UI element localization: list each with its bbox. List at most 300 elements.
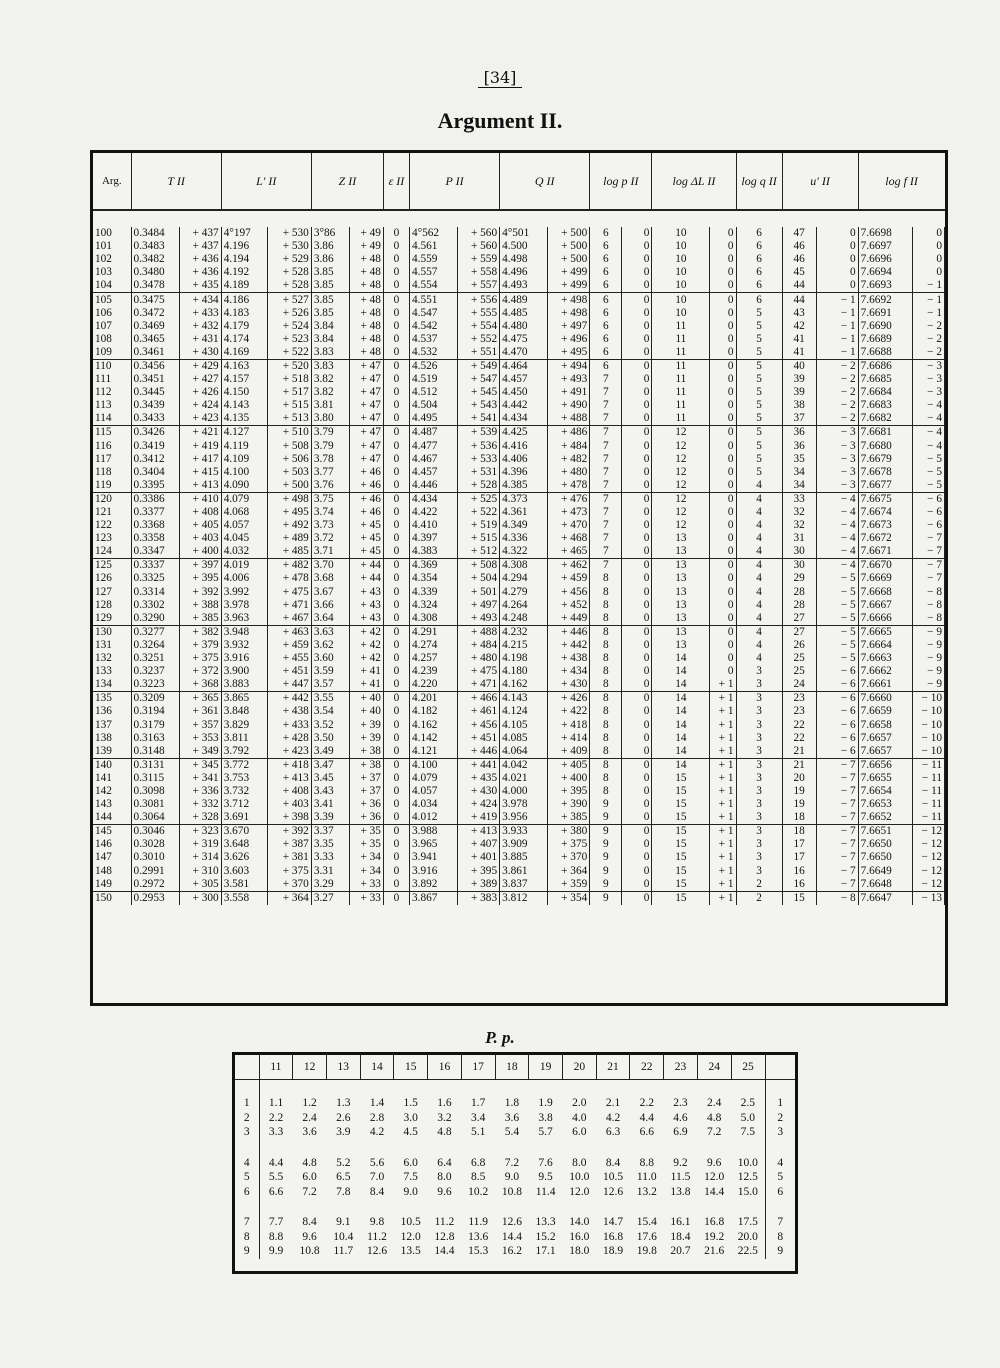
table-cell: + 518 (267, 373, 311, 386)
table-cell: 0 (622, 545, 652, 559)
pp-cell: 19.8 (636, 1245, 657, 1258)
table-cell: + 395 (179, 572, 221, 585)
table-cell: − 7 (912, 572, 944, 585)
table-cell: 3.916 (221, 652, 267, 665)
table-cell: 0 (383, 519, 409, 532)
table-cell: 0.3194 (131, 705, 179, 718)
pp-cell: 9.1 (336, 1216, 351, 1229)
pp-cell: 16.8 (602, 1230, 624, 1243)
table-cell: 4.308 (500, 559, 548, 573)
table-cell: 29 (782, 572, 816, 585)
table-cell: 13 (652, 612, 710, 626)
table-cell: 3.85 (311, 279, 349, 293)
pp-cell: 11.7 (333, 1245, 354, 1258)
table-cell: 121 (93, 506, 131, 519)
table-cell: 3.867 (409, 891, 457, 905)
table-row (93, 652, 945, 665)
table-cell: 7.6671 (858, 545, 912, 559)
table-cell: 13 (652, 625, 710, 639)
table-cell: 7.6692 (858, 293, 912, 307)
table-cell: + 398 (267, 811, 311, 825)
table-cell: − 10 (912, 745, 944, 759)
table-cell: − 12 (912, 825, 944, 839)
table-cell: 4.496 (500, 266, 548, 279)
table-cell: 7.6665 (858, 625, 912, 639)
table-cell: 3.963 (221, 612, 267, 626)
table-cell: 4.279 (500, 586, 548, 599)
pp-row-label: 1 (235, 1096, 259, 1111)
table-row (93, 346, 945, 360)
table-cell: 5 (736, 453, 782, 466)
table-cell: 136 (93, 705, 131, 718)
pp-cell: 19.2 (704, 1230, 725, 1243)
table-cell: + 392 (267, 825, 311, 839)
table-cell: + 466 (458, 692, 500, 706)
table-cell: 0.3395 (131, 479, 179, 493)
table-cell: 134 (93, 678, 131, 692)
table-cell: + 559 (458, 253, 500, 266)
table-cell: 28 (782, 599, 816, 612)
table-cell: − 6 (816, 692, 858, 706)
table-cell: 7 (590, 373, 622, 386)
table-cell: + 435 (179, 279, 221, 293)
table-cell: 46 (782, 253, 816, 266)
header-q: Q II (500, 153, 590, 210)
pp-cell: 8.0 (572, 1156, 587, 1169)
table-cell: − 7 (912, 559, 944, 573)
table-cell: − 5 (816, 599, 858, 612)
table-cell: − 1 (912, 279, 944, 293)
table-cell: + 493 (458, 612, 500, 626)
table-cell: 0 (622, 811, 652, 825)
table-cell: + 523 (267, 333, 311, 346)
pp-row (235, 1111, 795, 1126)
table-cell: + 370 (548, 851, 590, 864)
pp-cell: 10.0 (569, 1171, 590, 1184)
table-cell: 4.150 (221, 386, 267, 399)
table-cell: 7.6682 (858, 412, 912, 426)
table-cell: 6 (736, 253, 782, 266)
table-cell: 14 (652, 718, 710, 731)
table-cell: 0 (816, 240, 858, 253)
table-cell: 3.885 (500, 851, 548, 864)
pp-spacer (235, 1080, 795, 1097)
table-cell: 12 (652, 466, 710, 479)
table-cell: + 488 (548, 412, 590, 426)
table-cell: + 522 (458, 506, 500, 519)
table-cell: 3.75 (311, 492, 349, 506)
table-cell: + 43 (349, 586, 383, 599)
table-cell: 0 (710, 519, 736, 532)
table-cell: 13 (652, 639, 710, 652)
table-cell: + 527 (267, 293, 311, 307)
pp-cell: 9.0 (504, 1171, 520, 1184)
table-cell: 9 (590, 838, 622, 851)
pp-cell: 4.8 (437, 1126, 452, 1139)
table-cell: 13 (652, 599, 710, 612)
table-cell: 0 (383, 399, 409, 412)
table-cell: 3 (736, 692, 782, 706)
table-cell: 0.3451 (131, 373, 179, 386)
table-cell: 11 (652, 373, 710, 386)
table-row (93, 572, 945, 585)
table-cell: 14 (652, 732, 710, 745)
table-cell: 123 (93, 532, 131, 545)
table-cell: + 497 (548, 320, 590, 333)
table-cell: − 5 (816, 572, 858, 585)
table-cell: + 433 (267, 718, 311, 731)
pp-cell: 10.5 (602, 1171, 624, 1184)
table-cell: 0.3325 (131, 572, 179, 585)
pp-cell: 12.8 (434, 1230, 455, 1243)
table-cell: + 405 (548, 758, 590, 772)
table-cell: 4.457 (500, 373, 548, 386)
pp-cell: 2.4 (302, 1111, 317, 1124)
pp-cell: 6.9 (673, 1126, 688, 1139)
table-row (93, 412, 945, 426)
table-row (93, 532, 945, 545)
pp-row-label: 3 (235, 1125, 259, 1140)
table-cell: 3.811 (221, 732, 267, 745)
pp-column-header: 25 (731, 1055, 765, 1080)
table-cell: 3°86 (311, 227, 349, 240)
pp-cell: 5.5 (268, 1171, 284, 1184)
table-cell: 3.67 (311, 586, 349, 599)
table-cell: 101 (93, 240, 131, 253)
table-cell: + 492 (267, 519, 311, 532)
table-cell: 7.6678 (858, 466, 912, 479)
table-cell: 0 (383, 320, 409, 333)
table-cell: 4.504 (409, 399, 457, 412)
table-cell: + 45 (349, 532, 383, 545)
table-cell: 5 (736, 466, 782, 479)
table-cell: 0 (622, 612, 652, 626)
table-cell: 0 (622, 559, 652, 573)
pp-cell: 16.1 (670, 1216, 691, 1229)
table-row (93, 612, 945, 626)
table-cell: 4.559 (409, 253, 457, 266)
table-cell: − 2 (816, 373, 858, 386)
table-cell: + 451 (267, 665, 311, 678)
table-cell: 4.442 (500, 399, 548, 412)
table-cell: − 2 (816, 386, 858, 399)
table-cell: 11 (652, 412, 710, 426)
table-cell: 9 (590, 825, 622, 839)
table-cell: 3.812 (500, 891, 548, 905)
table-row (93, 519, 945, 532)
table-cell: + 506 (267, 453, 311, 466)
table-cell: 14 (652, 678, 710, 692)
table-cell: + 46 (349, 479, 383, 493)
table-cell: 7 (590, 386, 622, 399)
table-cell: + 305 (179, 878, 221, 892)
table-cell: 6 (590, 293, 622, 307)
table-cell: 4.406 (500, 453, 548, 466)
pp-cell: 2.1 (605, 1097, 621, 1110)
pp-cell: 15.2 (535, 1230, 556, 1243)
table-cell: 0.3028 (131, 838, 179, 851)
table-cell: 0 (710, 625, 736, 639)
table-cell: + 34 (349, 851, 383, 864)
table-cell: 3.37 (311, 825, 349, 839)
table-cell: 34 (782, 466, 816, 479)
page-number: [34] (0, 68, 1000, 87)
table-cell: 12 (652, 426, 710, 440)
table-cell: 0.3368 (131, 519, 179, 532)
table-cell: 15 (652, 825, 710, 839)
table-cell: 6 (590, 320, 622, 333)
table-cell: 5 (736, 440, 782, 453)
table-cell: 141 (93, 772, 131, 785)
table-cell: 0 (710, 599, 736, 612)
pp-cell: 17.6 (636, 1230, 657, 1243)
table-cell: + 1 (710, 745, 736, 759)
table-cell: 0.2953 (131, 891, 179, 905)
table-cell: + 48 (349, 320, 383, 333)
table-cell: 4 (736, 492, 782, 506)
table-cell: + 37 (349, 785, 383, 798)
table-cell: 0 (710, 293, 736, 307)
table-row (93, 878, 945, 892)
table-cell: 0 (383, 652, 409, 665)
table-cell: + 413 (458, 825, 500, 839)
table-cell: − 7 (912, 545, 944, 559)
table-cell: − 7 (816, 838, 858, 851)
table-cell: + 437 (179, 227, 221, 240)
table-cell: 7.6658 (858, 718, 912, 731)
table-cell: 3.77 (311, 466, 349, 479)
table-cell: 7.6654 (858, 785, 912, 798)
table-cell: 0 (622, 692, 652, 706)
table-cell: 0 (383, 532, 409, 545)
table-cell: 3.39 (311, 811, 349, 825)
table-cell: 17 (782, 838, 816, 851)
table-cell: 3.86 (311, 240, 349, 253)
table-cell: 140 (93, 758, 131, 772)
table-cell: 7.6656 (858, 758, 912, 772)
table-cell: 0 (383, 785, 409, 798)
table-cell: + 432 (179, 320, 221, 333)
table-row (93, 227, 945, 240)
pp-column-header: 20 (562, 1055, 596, 1080)
table-row (93, 359, 945, 373)
table-cell: 4.057 (221, 519, 267, 532)
table-cell: 3.712 (221, 798, 267, 811)
table-cell: + 328 (179, 811, 221, 825)
table-cell: + 551 (458, 346, 500, 360)
table-cell: 5 (736, 386, 782, 399)
table-cell: + 461 (458, 705, 500, 718)
table-cell: 4.021 (500, 772, 548, 785)
table-cell: 4.143 (500, 692, 548, 706)
table-cell: 3.670 (221, 825, 267, 839)
pp-cell: 9.6 (707, 1156, 722, 1169)
table-cell: + 500 (548, 253, 590, 266)
table-cell: 4.183 (221, 307, 267, 320)
table-cell: − 3 (816, 440, 858, 453)
table-cell: + 424 (179, 399, 221, 412)
table-cell: 0 (383, 692, 409, 706)
table-cell: + 442 (548, 639, 590, 652)
table-cell: 15 (652, 878, 710, 892)
table-cell: 0 (383, 838, 409, 851)
table-cell: + 41 (349, 678, 383, 692)
table-cell: + 456 (548, 586, 590, 599)
table-cell: 27 (782, 612, 816, 626)
table-cell: 0.3098 (131, 785, 179, 798)
table-cell: 36 (782, 440, 816, 453)
header-logq: log q II (736, 153, 782, 210)
table-cell: + 1 (710, 838, 736, 851)
pp-cell: 12.6 (501, 1216, 522, 1229)
table-cell: 0.3115 (131, 772, 179, 785)
table-cell: 115 (93, 426, 131, 440)
table-cell: 4.477 (409, 440, 457, 453)
table-cell: 4.239 (409, 665, 457, 678)
table-cell: 4.186 (221, 293, 267, 307)
table-cell: + 549 (458, 359, 500, 373)
pp-cell: 15.4 (636, 1216, 657, 1229)
table-cell: 124 (93, 545, 131, 559)
table-cell: 3 (736, 678, 782, 692)
table-cell: 4.100 (409, 758, 457, 772)
table-cell: − 3 (816, 479, 858, 493)
table-cell: 3.933 (500, 825, 548, 839)
table-cell: 4.182 (409, 705, 457, 718)
table-cell: + 459 (267, 639, 311, 652)
table-cell: + 1 (710, 718, 736, 731)
table-cell: 7.6681 (858, 426, 912, 440)
pp-row (235, 1230, 795, 1245)
table-cell: 25 (782, 652, 816, 665)
table-cell: + 48 (349, 293, 383, 307)
table-cell: 9 (590, 891, 622, 905)
table-cell: 0 (383, 346, 409, 360)
pp-cell: 22.5 (731, 1244, 765, 1259)
table-cell: − 12 (912, 865, 944, 878)
table-cell: − 8 (912, 586, 944, 599)
argument-table (90, 150, 948, 1006)
table-cell: 4.336 (500, 532, 548, 545)
table-cell: 0 (622, 333, 652, 346)
table-cell: + 462 (548, 559, 590, 573)
table-cell: − 7 (816, 772, 858, 785)
table-cell: 6 (736, 266, 782, 279)
table-cell: 3.82 (311, 373, 349, 386)
table-cell: 4.464 (500, 359, 548, 373)
pp-column-header: 12 (293, 1055, 327, 1080)
table-cell: + 438 (548, 652, 590, 665)
table-cell: + 484 (548, 440, 590, 453)
table-cell: 4.034 (409, 798, 457, 811)
table-cell: 7.6664 (858, 639, 912, 652)
table-cell: 108 (93, 333, 131, 346)
table-cell: + 357 (179, 718, 221, 731)
table-cell: 21 (782, 745, 816, 759)
table-cell: 4 (736, 599, 782, 612)
table-cell: + 47 (349, 359, 383, 373)
table-cell: 7.6686 (858, 359, 912, 373)
pp-row-label-right: 9 (777, 1245, 784, 1258)
table-cell: + 508 (267, 440, 311, 453)
pp-cell: 2.6 (336, 1111, 351, 1124)
table-cell: 131 (93, 639, 131, 652)
table-cell: 7 (590, 479, 622, 493)
table-cell: 4.324 (409, 599, 457, 612)
table-cell: + 482 (548, 453, 590, 466)
pp-cell: 7.2 (504, 1156, 520, 1169)
table-cell: + 528 (458, 479, 500, 493)
table-cell: 3.792 (221, 745, 267, 759)
table-cell: + 475 (267, 586, 311, 599)
table-cell: 0 (622, 307, 652, 320)
pp-cell: 1.8 (504, 1097, 520, 1110)
table-cell: 3.85 (311, 266, 349, 279)
table-cell: 3 (736, 772, 782, 785)
table-cell: − 9 (912, 639, 944, 652)
table-cell: 4.127 (221, 426, 267, 440)
table-cell: 0 (383, 878, 409, 892)
pp-cell: 2.8 (369, 1111, 385, 1124)
table-cell: 0 (383, 359, 409, 373)
table-cell: + 36 (349, 798, 383, 811)
table-cell: 0 (383, 333, 409, 346)
table-cell: + 421 (179, 426, 221, 440)
table-cell: 116 (93, 440, 131, 453)
table-row (93, 665, 945, 678)
pp-spacer (235, 1140, 795, 1156)
table-cell: 4°562 (409, 227, 457, 240)
pp-cell: 11.0 (636, 1171, 657, 1184)
table-cell: 4.045 (221, 532, 267, 545)
table-cell: 7.6677 (858, 479, 912, 493)
table-cell: + 480 (548, 466, 590, 479)
table-cell: 0 (622, 266, 652, 279)
table-cell: + 504 (458, 572, 500, 585)
pp-spacer (235, 1199, 795, 1215)
table-cell: 5 (736, 359, 782, 373)
table-cell: − 6 (816, 718, 858, 731)
table-cell: 0.3081 (131, 798, 179, 811)
table-cell: 3.978 (500, 798, 548, 811)
table-cell: 0.2972 (131, 878, 179, 892)
table-cell: + 408 (267, 785, 311, 798)
table-cell: 7.6657 (858, 732, 912, 745)
table-cell: + 48 (349, 333, 383, 346)
table-cell: 125 (93, 559, 131, 573)
table-cell: 7 (590, 559, 622, 573)
table-cell: + 43 (349, 599, 383, 612)
table-cell: + 1 (710, 878, 736, 892)
pp-cell: 4.4 (268, 1156, 284, 1169)
table-cell: 33 (782, 492, 816, 506)
table-cell: 3.861 (500, 865, 548, 878)
pp-row-label-right: 1 (777, 1097, 784, 1110)
pp-cell: 1.1 (268, 1097, 284, 1110)
table-cell: − 4 (816, 532, 858, 545)
table-cell: 7.6657 (858, 745, 912, 759)
table-cell: 0 (710, 307, 736, 320)
table-cell: 0 (383, 825, 409, 839)
table-cell: 0.3461 (131, 346, 179, 360)
table-cell: 11 (652, 333, 710, 346)
table-cell: + 1 (710, 798, 736, 811)
table-cell: + 1 (710, 732, 736, 745)
table-cell: 18 (782, 825, 816, 839)
table-cell: 46 (782, 240, 816, 253)
table-cell: 4.169 (221, 346, 267, 360)
table-cell: 0 (383, 811, 409, 825)
